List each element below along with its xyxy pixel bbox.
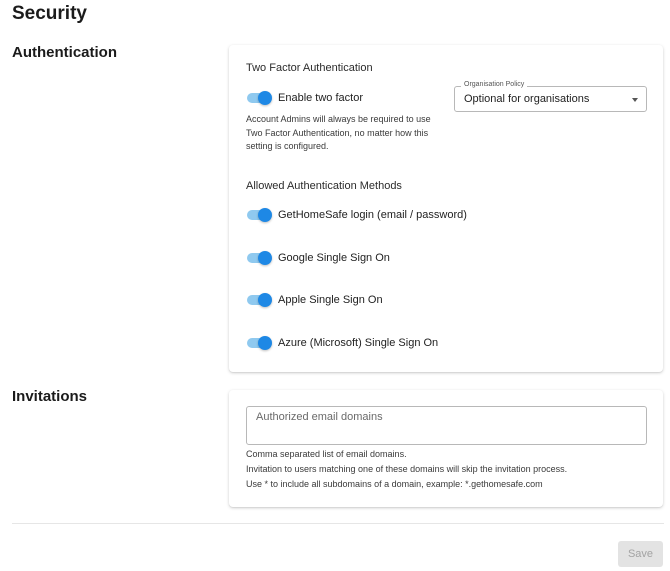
- organisation-policy-select[interactable]: [454, 81, 647, 112]
- authorized-email-domains-input[interactable]: [246, 406, 647, 445]
- domains-help-line-2: Invitation to users matching one of these domains will skip the invitation process.: [246, 464, 568, 474]
- method-row-google: [246, 250, 390, 266]
- footer-divider: [12, 523, 664, 524]
- two-factor-label: Enable two factor: [278, 92, 363, 104]
- section-title-authentication: Authentication: [12, 44, 117, 61]
- invitations-card: [229, 390, 663, 507]
- method-toggle-gethomesafe[interactable]: [246, 207, 272, 223]
- caret-down-icon: [632, 98, 638, 102]
- method-row-gethomesafe: [246, 207, 467, 223]
- method-label-google: Google Single Sign On: [278, 252, 390, 264]
- two-factor-toggle[interactable]: [246, 90, 272, 106]
- two-factor-note: Account Admins will always be required to use Two Factor Authentication, no matter how this setting is configured.: [246, 114, 431, 151]
- section-title-invitations: Invitations: [12, 388, 88, 405]
- toggle-thumb: [258, 251, 272, 265]
- allowed-methods-heading: Allowed Authentication Methods: [246, 180, 402, 192]
- method-toggle-azure[interactable]: [246, 335, 272, 351]
- method-row-azure: [246, 335, 438, 351]
- method-toggle-google[interactable]: [246, 250, 272, 266]
- save-button[interactable]: Save: [618, 541, 663, 567]
- two-factor-heading: Two Factor Authentication: [246, 62, 373, 74]
- page-title: Security: [12, 3, 87, 24]
- toggle-thumb: [258, 208, 272, 222]
- domains-help-line-3: Use * to include all subdomains of a domain, example: *.gethomesafe.com: [246, 479, 543, 489]
- method-row-apple: [246, 292, 383, 308]
- toggle-thumb: [258, 91, 272, 105]
- domains-help-line-1: Comma separated list of email domains.: [246, 449, 407, 459]
- authentication-card: [229, 45, 663, 372]
- method-label-apple: Apple Single Sign On: [278, 294, 383, 306]
- organisation-policy-legend: Organisation Policy: [461, 81, 527, 88]
- method-label-azure: Azure (Microsoft) Single Sign On: [278, 337, 439, 349]
- method-toggle-apple[interactable]: [246, 292, 272, 308]
- toggle-thumb: [258, 336, 272, 350]
- organisation-policy-value: Optional for organisations: [464, 93, 590, 105]
- toggle-thumb: [258, 293, 272, 307]
- method-label-gethomesafe: GetHomeSafe login (email / password): [278, 209, 467, 221]
- two-factor-row: [246, 90, 363, 106]
